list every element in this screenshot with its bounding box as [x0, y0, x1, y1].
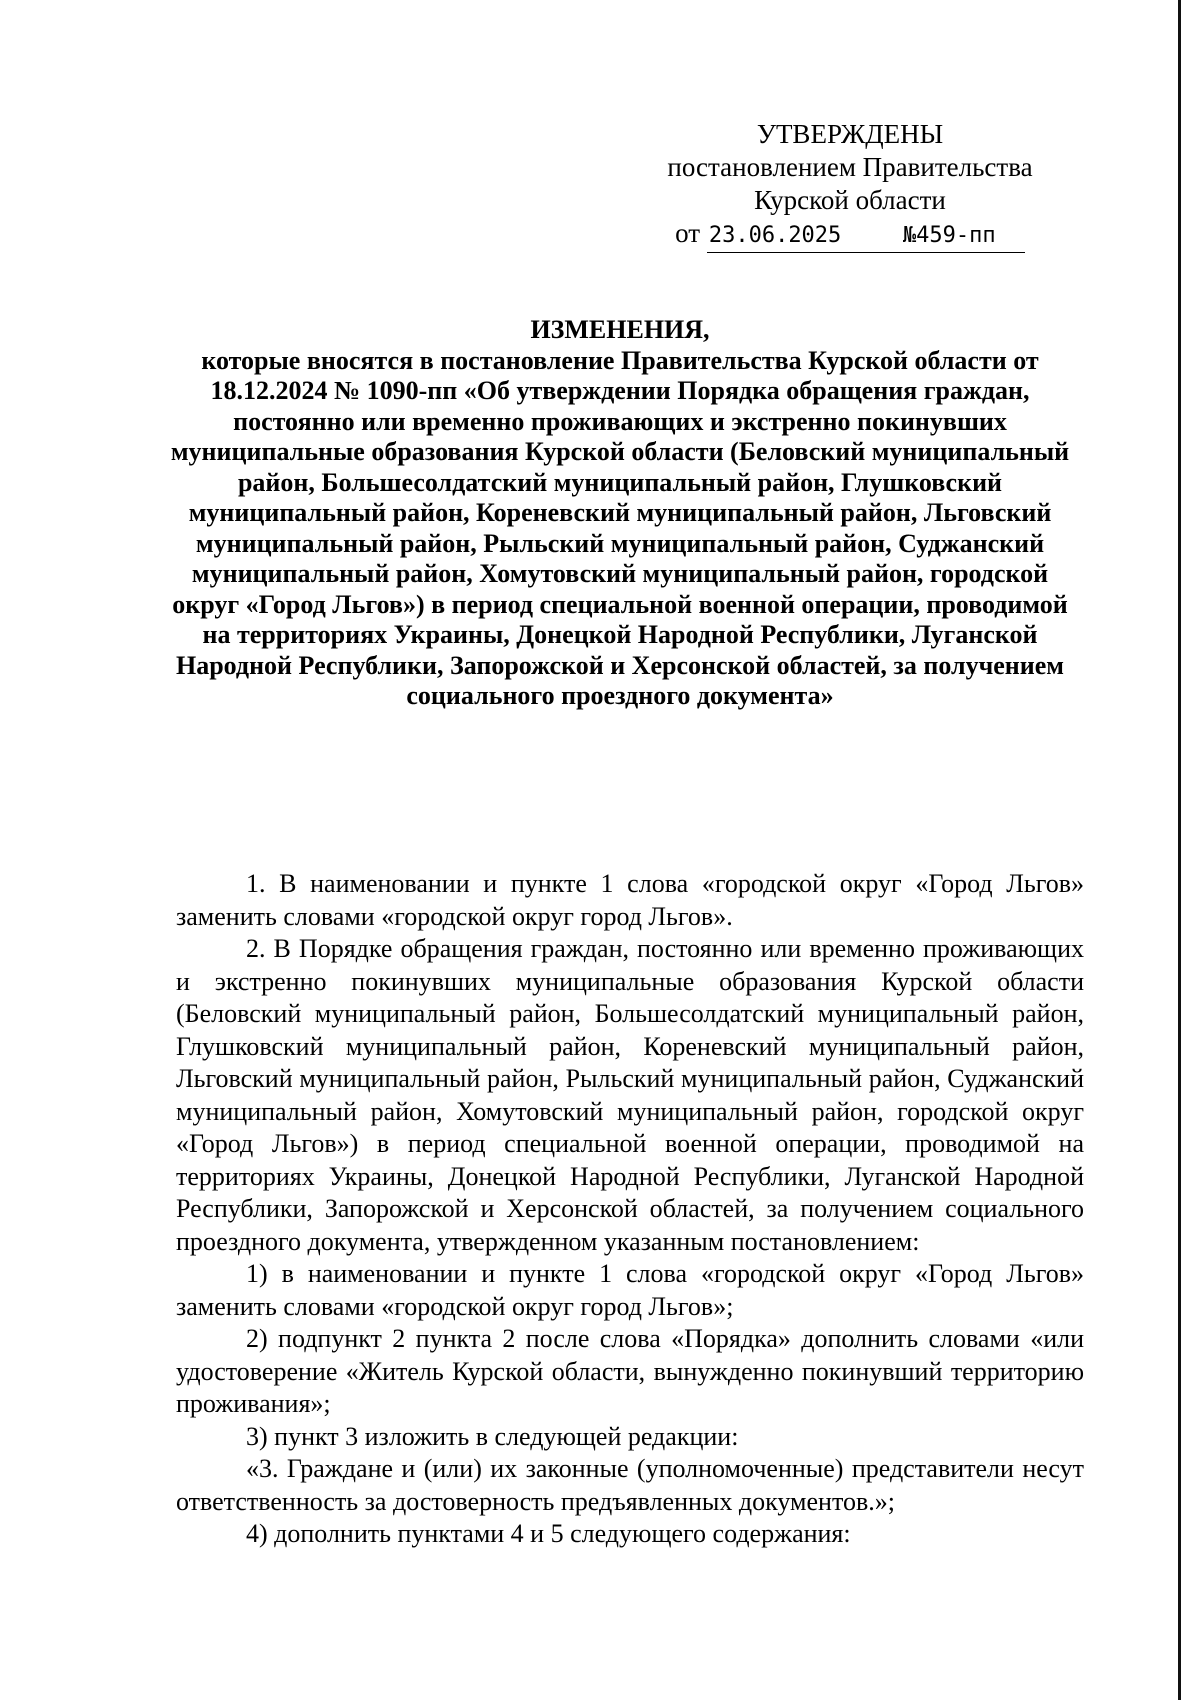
date-prefix: от	[675, 218, 701, 248]
paragraph: «3. Граждане и (или) их законные (уполномоченные) представители несут ответственность за достоверность предъявленных документов.»;	[176, 1454, 1084, 1516]
approval-line-region: Курской области	[754, 185, 946, 215]
approval-line-resolution: постановлением Правительства	[667, 152, 1033, 182]
paragraph: 4) дополнить пунктами 4 и 5 следующего содержания:	[246, 1519, 851, 1548]
approval-title: УТВЕРЖДЕНЫ	[756, 119, 944, 149]
paragraph: 2. В Порядке обращения граждан, постоянно или временно проживающих и экстренно покинувших муниципальные образования Курской области (Беловский муниципальный район, Большесолдатский муниципальный район, Глушковский муниципальный район, Кореневский муниципальный район, Льговский муниципальный район, Рыльский муниципальный район, Суджанский муниципальный район, Хомутовский муниципальный район, городской округ «Город Льгов») в период специальной военной операции, проводимой на территориях Украины, Донецкой Народной Республики, Луганской Народной Республики, Запорожской и Херсонской областей, за получением социального проездного документа, утвержденном указанным постановлением:	[176, 934, 1084, 1256]
title-text: которые вносятся в постановление Правительства Курской области от 18.12.2024 № 1090-пп «Об утверждении Порядка обращения граждан, постоянно или временно проживающих и экстренно покинувших муниципальные образования Курской области (Беловский муниципальный район, Большесолдатский муниципальный район, Глушковский муниципальный район, Кореневский муниципальный район, Льговский муниципальный район, Рыльский муниципальный район, Суджанский муниципальный район, Хомутовский муниципальный район, городской округ «Город Льгов») в период специальной военной операции, проводимой на территориях Украины, Донецкой Народной Республики, Луганской Народной Республики, Запорожской и Херсонской областей, за получением социального проездного документа»	[170, 345, 1070, 710]
paragraph: 1. В наименовании и пункте 1 слова «городской округ «Город Льгов» заменить словами «городской округ город Льгов».	[176, 869, 1084, 931]
approval-stamp	[640, 118, 1060, 253]
approval-number: №459-пп	[901, 219, 1025, 253]
title-heading: ИЗМЕНЕНИЯ,	[530, 315, 710, 344]
document-title	[170, 315, 1070, 712]
paragraph: 1) в наименовании и пункте 1 слова «городской округ «Город Льгов» заменить словами «городской округ город Льгов»;	[176, 1259, 1084, 1321]
paragraph: 2) подпункт 2 пункта 2 после слова «Порядка» дополнить словами «или удостоверение «Житель Курской области, вынужденно покинувший территорию проживания»;	[176, 1324, 1084, 1418]
approval-date-line	[640, 217, 1060, 253]
approval-date: 23.06.2025	[707, 219, 901, 253]
document-body	[176, 868, 1084, 1551]
paragraph: 3) пункт 3 изложить в следующей редакции:	[246, 1421, 739, 1451]
